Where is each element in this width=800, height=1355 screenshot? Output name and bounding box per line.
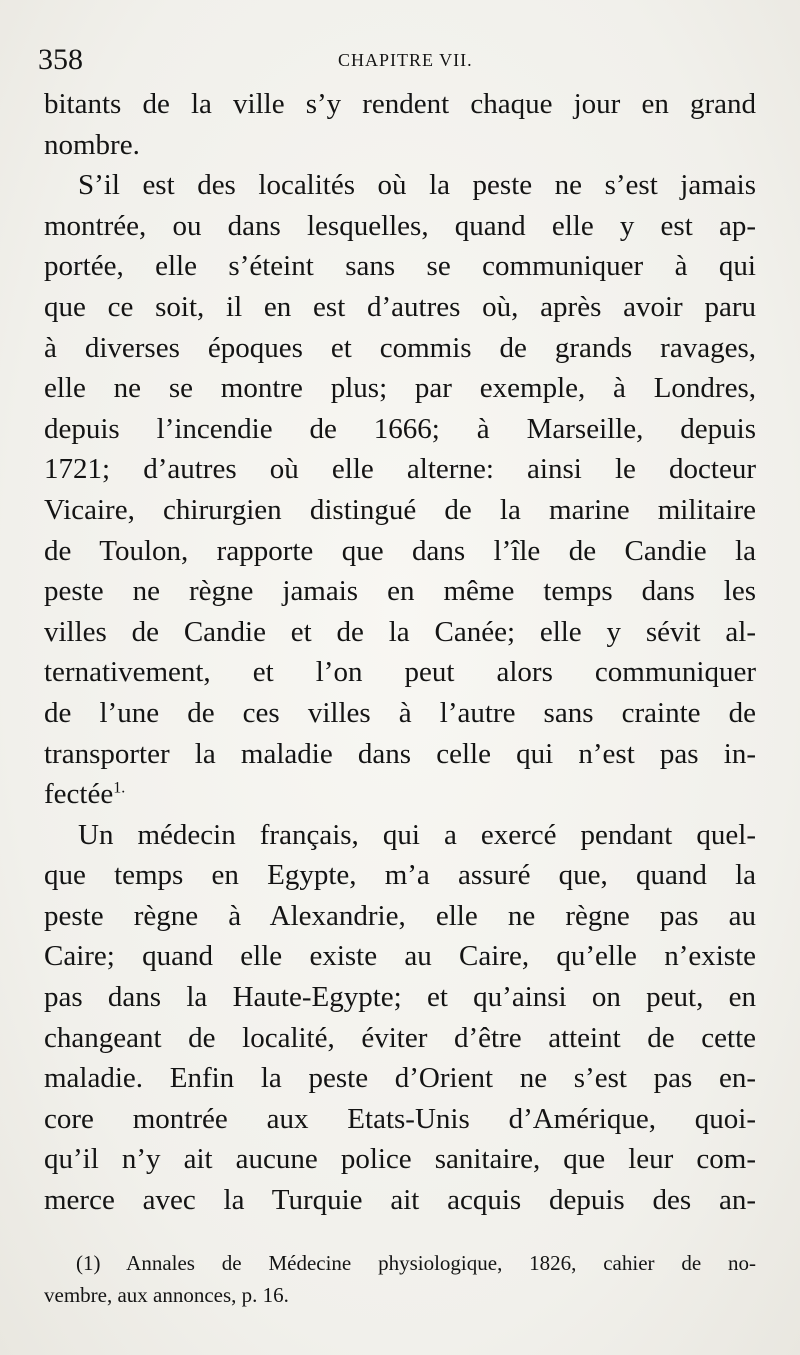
footnote [44,1247,756,1311]
text-line: de l’une de ces villes à l’autre sans crainte de [44,696,756,729]
text-line: qu’il n’y ait aucune police sanitaire, que leur com- [44,1143,756,1176]
footnote-line: (1) Annales de Médecine physiologique, 1826, cahier de no- [76,1251,756,1275]
text-line: maladie. Enfin la peste d’Orient ne s’est pas en- [44,1062,756,1095]
text-line: core montrée aux Etats-Unis d’Amérique, quoi- [44,1102,756,1135]
running-head: CHAPITRE VII. [338,50,473,70]
body-text [44,84,756,1221]
text-line: Un médecin français, qui a exercé pendant quel- [78,818,756,851]
text-line: changeant de localité, éviter d’être atteint de cette [44,1021,756,1054]
text-line: bitants de la ville s’y rendent chaque jour en grand [44,88,756,120]
text-line: peste ne règne jamais en même temps dans les [44,575,756,608]
text-line: peste règne à Alexandrie, elle ne règne pas au [44,899,756,932]
text-line: nombre. [44,128,140,161]
text-line: depuis l’incendie de 1666; à Marseille, depuis [44,412,756,445]
text-line: Caire; quand elle existe au Caire, qu’elle n’existe [44,940,756,973]
text-line: Vicaire, chirurgien distingué de la marine militaire [44,493,756,526]
text-line: montrée, ou dans lesquelles, quand elle y est ap- [44,209,756,242]
text-line: de Toulon, rapporte que dans l’île de Candie la [44,534,756,567]
text-line: pas dans la Haute-Egypte; et qu’ainsi on peut, en [44,981,756,1014]
footnote-line: vembre, aux annonces, p. 16. [44,1283,289,1307]
text-line: que temps en Egypte, m’a assuré que, quand la [44,859,756,892]
text-line: que ce soit, il en est d’autres où, après avoir paru [44,290,756,323]
text-line: 1721; d’autres où elle alterne: ainsi le docteur [44,453,756,486]
text-line: transporter la maladie dans celle qui n’est pas in- [44,737,756,770]
footnote-marker[interactable]: 1. [113,779,126,797]
text-line: villes de Candie et de la Canée; elle y sévit al- [44,615,756,648]
text-fragment: fectée [44,778,114,811]
text-line [44,774,756,815]
page-number: 358 [38,43,83,76]
text-line: à diverses époques et commis de grands ravages, [44,331,756,364]
text-line: portée, elle s’éteint sans se communiquer à qui [44,250,756,283]
text-line: merce avec la Turquie ait acquis depuis des an- [44,1184,756,1217]
text-line: ternativement, et l’on peut alors communiquer [44,656,756,689]
text-line: elle ne se montre plus; par exemple, à Londres, [44,372,756,405]
text-line: S’il est des localités où la peste ne s’est jamais [78,169,756,202]
page-header [38,40,758,84]
